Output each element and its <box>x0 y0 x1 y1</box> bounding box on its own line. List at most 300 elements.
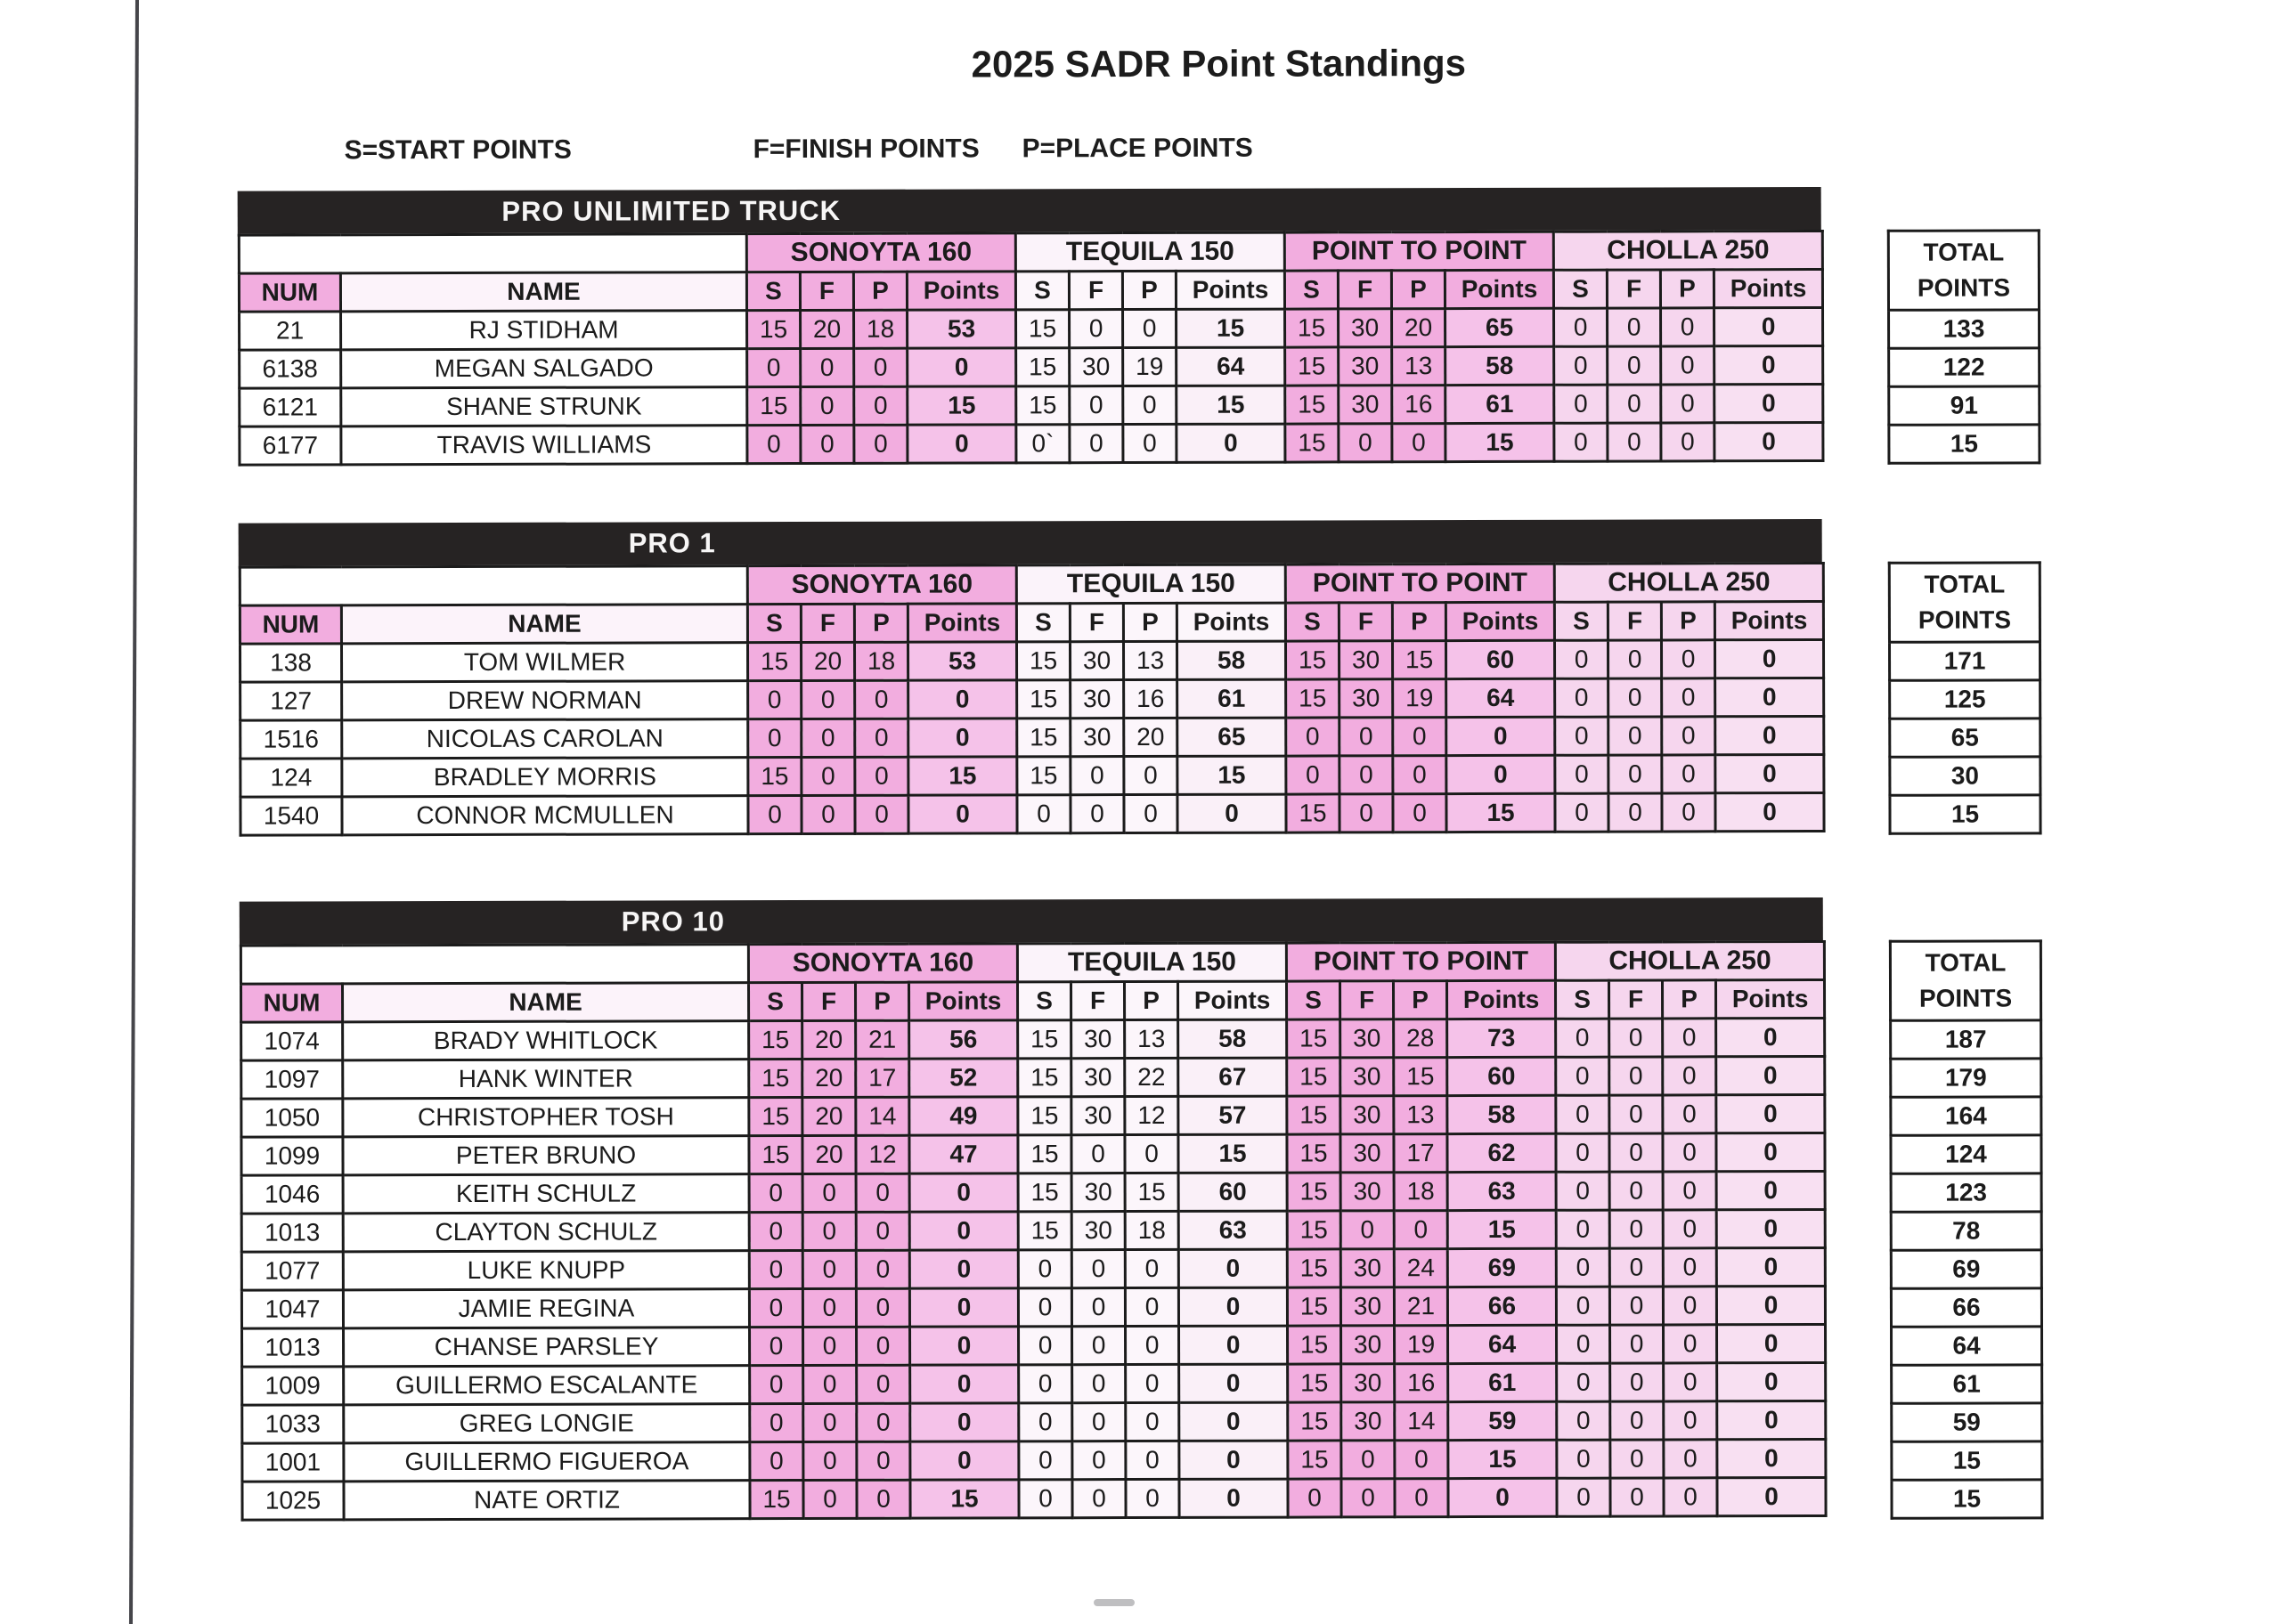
s-cell: 15 <box>1285 347 1339 386</box>
p-cell: 0 <box>1663 1248 1716 1287</box>
num-cell: 1009 <box>242 1367 344 1405</box>
num-cell: 1099 <box>241 1137 343 1175</box>
p-cell: 0 <box>854 386 908 425</box>
table-row <box>241 1209 1825 1252</box>
points-cell: 64 <box>1177 347 1285 386</box>
table-row <box>242 1439 1826 1482</box>
points-cell: 0 <box>1715 639 1824 678</box>
num-cell: 1074 <box>241 1022 343 1060</box>
num-cell: 6121 <box>240 388 341 426</box>
s-cell: 0 <box>750 1327 803 1365</box>
f-cell: 20 <box>802 1059 856 1097</box>
f-cell: 0 <box>802 1288 856 1327</box>
s-cell: 0 <box>1556 1057 1609 1095</box>
f-cell: 30 <box>1071 680 1124 719</box>
s-cell: 0 <box>1019 1365 1072 1403</box>
points-cell: 15 <box>1446 793 1555 832</box>
f-cell: 0 <box>1608 793 1662 832</box>
num-cell: 1077 <box>241 1252 343 1290</box>
points-cell: 0 <box>1716 1209 1825 1247</box>
points-cell: 0 <box>1714 384 1823 422</box>
s-cell: 15 <box>1285 424 1339 462</box>
p-cell: 0 <box>1393 756 1446 794</box>
p-cell: 0 <box>1663 1057 1716 1095</box>
total-row <box>1889 425 2040 463</box>
total-points-table <box>1888 561 2042 834</box>
points-cell: 15 <box>908 386 1016 425</box>
total-cell: 15 <box>1892 1441 2042 1480</box>
f-column-header: F <box>1069 272 1122 310</box>
s-cell: 0 <box>1019 1441 1072 1480</box>
class-header-band <box>239 519 1822 566</box>
p-cell: 0 <box>856 1173 909 1212</box>
total-points-header <box>1888 231 2039 310</box>
legend-place-points: P=PLACE POINTS <box>1022 133 1253 164</box>
f-cell: 0 <box>803 1403 857 1441</box>
table-row <box>240 345 1823 388</box>
f-cell: 30 <box>1340 1173 1394 1211</box>
name-column-header: NAME <box>341 605 747 644</box>
points-cell: 0 <box>1716 1056 1825 1094</box>
p-cell: 0 <box>854 348 908 386</box>
points-cell: 0 <box>1717 1477 1826 1515</box>
s-cell: 15 <box>1286 794 1340 832</box>
p-cell: 18 <box>1125 1211 1178 1249</box>
name-cell: CONNOR MCMULLEN <box>342 796 748 835</box>
p-column-header: P <box>1391 271 1445 309</box>
race-header-row <box>239 231 1822 273</box>
s-cell: 0 <box>1286 718 1340 756</box>
total-cell: 69 <box>1891 1250 2041 1288</box>
s-cell: 0 <box>747 425 801 463</box>
f-cell: 30 <box>1071 1020 1125 1059</box>
p-cell: 0 <box>1661 346 1714 385</box>
f-column-header: F <box>800 272 853 310</box>
f-cell: 0 <box>1608 717 1662 755</box>
race-header-cell: CHOLLA 250 <box>1554 563 1823 602</box>
num-cell: 1025 <box>242 1482 344 1520</box>
name-cell: GUILLERMO FIGUEROA <box>344 1442 750 1482</box>
p-cell: 0 <box>1662 793 1715 832</box>
table-row <box>240 716 1824 759</box>
s-column-header: S <box>747 604 801 642</box>
table-row <box>242 1401 1826 1443</box>
p-cell: 0 <box>1395 1479 1448 1517</box>
table-row <box>241 1171 1825 1214</box>
name-cell: CHRISTOPHER TOSH <box>343 1098 749 1137</box>
s-cell: 15 <box>1287 1134 1340 1173</box>
p-cell: 13 <box>1394 1096 1447 1134</box>
f-cell: 0 <box>1070 310 1123 348</box>
f-cell: 0 <box>1339 424 1392 462</box>
p-cell: 14 <box>1395 1402 1448 1441</box>
p-column-header: P <box>855 982 908 1020</box>
p-cell: 12 <box>856 1135 909 1173</box>
total-label-line2: POINTS <box>1918 605 2012 634</box>
s-cell: 15 <box>1287 1249 1340 1287</box>
p-cell: 0 <box>1394 1211 1447 1249</box>
s-cell: 0 <box>1019 1327 1072 1365</box>
total-row <box>1891 1173 2041 1212</box>
points-cell: 56 <box>909 1020 1018 1059</box>
total-points-box <box>1888 561 2042 834</box>
total-points-header <box>1890 941 2040 1020</box>
table-row <box>241 1056 1825 1099</box>
s-cell: 15 <box>1286 679 1340 718</box>
name-cell: CHANSE PARSLEY <box>344 1328 750 1367</box>
s-cell: 15 <box>1018 1135 1071 1173</box>
f-cell: 0 <box>1072 1403 1126 1441</box>
name-cell: KEITH SCHULZ <box>343 1174 749 1214</box>
points-cell: 0 <box>1716 1133 1825 1171</box>
points-cell: 0 <box>1177 794 1286 832</box>
points-cell: 15 <box>1445 423 1554 461</box>
s-cell: 15 <box>1016 310 1070 348</box>
points-cell: 0 <box>1446 755 1555 793</box>
f-cell: 0 <box>802 1173 856 1212</box>
s-cell: 0 <box>1556 1248 1609 1287</box>
f-cell: 0 <box>1070 386 1123 425</box>
points-cell: 61 <box>1448 1363 1557 1401</box>
f-cell: 0 <box>1071 757 1124 795</box>
points-cell: 0 <box>1716 1094 1825 1133</box>
s-cell: 15 <box>749 1135 802 1173</box>
f-cell: 0 <box>1340 718 1393 756</box>
points-cell: 61 <box>1177 679 1286 718</box>
s-cell: 0 <box>1554 423 1608 461</box>
points-cell: 15 <box>908 757 1017 795</box>
p-cell: 0 <box>1661 308 1714 346</box>
race-header-cell: SONOYTA 160 <box>748 944 1017 983</box>
points-cell: 0 <box>910 1441 1019 1480</box>
p-column-header: P <box>1392 603 1445 641</box>
points-cell: 0 <box>910 1365 1019 1403</box>
f-cell: 0 <box>1609 1133 1663 1172</box>
f-cell: 0 <box>1610 1440 1664 1478</box>
num-cell: 21 <box>240 312 341 350</box>
total-label-line1: TOTAL <box>1923 238 2005 266</box>
p-cell: 0 <box>1126 1441 1179 1479</box>
f-cell: 0 <box>1070 425 1123 463</box>
p-cell: 0 <box>1393 794 1446 832</box>
s-column-header: S <box>1018 982 1071 1020</box>
name-cell: BRADY WHITLOCK <box>343 1021 749 1060</box>
points-cell: 15 <box>1177 756 1286 794</box>
p-cell: 0 <box>1661 423 1714 461</box>
total-row <box>1892 1365 2042 1403</box>
s-column-header: S <box>1285 603 1339 641</box>
p-cell: 0 <box>1663 1172 1716 1210</box>
table-row <box>241 1286 1825 1328</box>
points-cell: 64 <box>1446 678 1555 717</box>
num-cell: 6177 <box>240 426 341 465</box>
num-column-header: NUM <box>240 605 341 644</box>
s-cell: 15 <box>1288 1402 1341 1441</box>
p-cell: 0 <box>1126 1364 1179 1402</box>
points-grid <box>238 230 1825 467</box>
p-cell: 19 <box>1123 347 1177 386</box>
total-cell: 123 <box>1891 1173 2041 1212</box>
s-cell: 0 <box>1288 1479 1341 1517</box>
s-cell: 15 <box>1288 1441 1341 1479</box>
p-cell: 0 <box>855 680 908 719</box>
s-cell: 0 <box>748 719 802 757</box>
table-row <box>240 307 1823 350</box>
s-cell: 0 <box>750 1441 803 1480</box>
s-cell: 0 <box>747 348 801 386</box>
s-cell: 15 <box>1017 642 1071 680</box>
f-cell: 30 <box>1341 1402 1395 1441</box>
points-cell: 58 <box>1447 1095 1556 1133</box>
p-cell: 21 <box>856 1020 909 1059</box>
table-row <box>242 1362 1826 1405</box>
points-cell: 53 <box>908 642 1016 680</box>
blank-header-cell <box>239 234 746 273</box>
num-cell: 1001 <box>242 1443 344 1482</box>
s-cell: 15 <box>1287 1058 1340 1096</box>
p-cell: 0 <box>1125 1287 1178 1326</box>
points-cell: 0 <box>1717 1324 1826 1362</box>
name-cell: HANK WINTER <box>343 1060 749 1099</box>
p-cell: 0 <box>855 719 908 757</box>
f-cell: 30 <box>1339 347 1392 386</box>
s-cell: 0 <box>1555 640 1608 678</box>
points-cell: 0 <box>1179 1402 1288 1441</box>
points-column-header: Points <box>1445 270 1553 308</box>
f-cell: 0 <box>802 757 855 795</box>
s-column-header: S <box>1556 980 1609 1019</box>
s-cell: 0 <box>1019 1403 1072 1441</box>
f-cell: 30 <box>1071 1173 1125 1212</box>
s-column-header: S <box>1016 604 1070 642</box>
points-cell: 0 <box>1715 678 1824 716</box>
p-cell: 0 <box>1663 1095 1716 1133</box>
s-cell: 0 <box>750 1365 803 1403</box>
p-cell: 24 <box>1394 1249 1447 1287</box>
f-cell: 30 <box>1340 679 1393 718</box>
s-cell: 0 <box>1554 346 1608 385</box>
f-column-header: F <box>1338 271 1391 309</box>
num-cell: 1050 <box>241 1099 343 1137</box>
race-header-cell: CHOLLA 250 <box>1555 941 1824 980</box>
s-cell: 0 <box>749 1250 802 1288</box>
f-cell: 0 <box>802 719 855 757</box>
s-cell: 15 <box>1288 1326 1341 1364</box>
table-row <box>240 792 1824 835</box>
p-column-header: P <box>1661 602 1714 640</box>
name-cell: SHANE STRUNK <box>341 387 747 426</box>
s-cell: 15 <box>1018 1212 1071 1250</box>
s-cell: 0 <box>1557 1325 1610 1363</box>
p-cell: 21 <box>1394 1287 1447 1326</box>
num-cell: 1540 <box>240 797 342 835</box>
s-cell: 0 <box>748 795 802 833</box>
points-cell: 0 <box>1715 754 1824 792</box>
page-title: 2025 SADR Point Standings <box>971 42 1467 85</box>
points-cell: 63 <box>1447 1172 1556 1210</box>
points-column-header: Points <box>907 272 1015 310</box>
total-row <box>1890 795 2040 833</box>
p-column-header: P <box>1663 980 1716 1019</box>
p-cell: 0 <box>1664 1325 1717 1363</box>
points-cell: 0 <box>1179 1479 1288 1517</box>
s-cell: 0 <box>1557 1401 1610 1440</box>
points-cell: 0 <box>1716 1018 1825 1056</box>
points-cell: 60 <box>1446 640 1555 678</box>
table-row <box>240 384 1823 426</box>
total-row <box>1892 1441 2042 1480</box>
f-cell: 0 <box>802 795 855 833</box>
name-cell: TOM WILMER <box>341 643 747 682</box>
class-header-band <box>240 897 1823 945</box>
s-column-header: S <box>1287 981 1340 1019</box>
p-cell: 0 <box>857 1441 910 1480</box>
p-cell: 19 <box>1395 1326 1448 1364</box>
f-column-header: F <box>1339 603 1392 641</box>
p-cell: 0 <box>1125 1249 1178 1287</box>
p-cell: 14 <box>856 1097 909 1135</box>
total-row <box>1892 1327 2042 1365</box>
s-column-header: S <box>1553 270 1607 308</box>
points-column-header: Points <box>1176 271 1284 309</box>
p-cell: 0 <box>1662 755 1715 793</box>
f-cell: 20 <box>802 1097 856 1135</box>
p-cell: 0 <box>1392 424 1445 462</box>
f-cell: 30 <box>1341 1364 1395 1402</box>
total-points-box <box>1889 939 2044 1519</box>
f-cell: 0 <box>803 1365 857 1403</box>
total-row <box>1891 1250 2041 1288</box>
s-cell: 15 <box>1286 641 1340 679</box>
p-cell: 0 <box>1664 1401 1717 1440</box>
points-grid <box>240 940 1828 1522</box>
f-cell: 30 <box>1071 719 1124 757</box>
f-cell: 30 <box>1071 1059 1125 1097</box>
num-cell: 1013 <box>242 1328 344 1367</box>
table-row <box>240 754 1824 797</box>
num-cell: 1046 <box>241 1175 343 1214</box>
s-cell: 15 <box>1287 1096 1340 1134</box>
p-cell: 0 <box>1123 386 1177 424</box>
f-cell: 0 <box>1072 1441 1126 1480</box>
points-cell: 64 <box>1448 1325 1557 1363</box>
points-cell: 69 <box>1447 1248 1556 1287</box>
points-cell: 52 <box>909 1059 1018 1097</box>
f-cell: 30 <box>1341 1326 1395 1364</box>
f-cell: 0 <box>1610 1478 1664 1516</box>
p-cell: 0 <box>1124 756 1177 794</box>
points-cell: 61 <box>1445 385 1554 423</box>
points-cell: 0 <box>909 1250 1018 1288</box>
total-row <box>1889 348 2040 386</box>
total-label-line1: TOTAL <box>1925 948 2007 977</box>
points-cell: 0 <box>908 680 1017 719</box>
points-cell: 0 <box>1714 345 1823 384</box>
f-cell: 0 <box>1072 1365 1126 1403</box>
f-cell: 0 <box>801 386 854 425</box>
points-cell: 15 <box>1447 1210 1556 1248</box>
total-header-row <box>1888 231 2039 310</box>
s-cell: 0 <box>750 1403 803 1441</box>
points-cell: 15 <box>910 1480 1019 1518</box>
f-cell: 0 <box>1071 1250 1125 1288</box>
points-cell: 0 <box>1179 1326 1288 1364</box>
p-cell: 0 <box>856 1212 909 1250</box>
f-cell: 30 <box>1071 1097 1125 1135</box>
s-cell: 15 <box>1018 1020 1071 1059</box>
points-cell: 15 <box>1177 309 1285 347</box>
p-cell: 20 <box>1392 309 1445 347</box>
s-cell: 0 <box>1019 1480 1072 1518</box>
p-column-header: P <box>1394 981 1447 1019</box>
f-cell: 0 <box>1610 1401 1664 1440</box>
points-cell: 58 <box>1445 346 1554 385</box>
table-row <box>240 422 1823 465</box>
s-cell: 15 <box>1017 757 1071 795</box>
p-cell: 16 <box>1395 1364 1448 1402</box>
points-cell: 0 <box>909 1288 1018 1327</box>
s-cell: 15 <box>1288 1364 1341 1402</box>
p-cell: 0 <box>856 1288 909 1327</box>
table-row <box>242 1477 1826 1520</box>
p-cell: 0 <box>1126 1326 1179 1364</box>
points-column-header: Points <box>1447 980 1556 1019</box>
p-cell: 0 <box>1664 1478 1717 1516</box>
s-cell: 0 <box>1018 1250 1071 1288</box>
total-cell: 78 <box>1891 1212 2041 1250</box>
points-column-header: Points <box>1714 601 1823 639</box>
total-cell: 15 <box>1889 425 2040 463</box>
s-cell: 0 <box>1557 1363 1610 1401</box>
points-cell: 0 <box>1714 422 1823 460</box>
points-column-header: Points <box>1445 602 1554 640</box>
p-cell: 0 <box>857 1480 910 1518</box>
s-cell: 15 <box>1287 1019 1340 1058</box>
total-points-table <box>1889 939 2044 1519</box>
points-cell: 15 <box>1177 386 1285 424</box>
s-cell: 15 <box>1018 1059 1071 1097</box>
total-cell: 64 <box>1892 1327 2042 1365</box>
total-label-line2: POINTS <box>1918 984 2013 1012</box>
f-cell: 0 <box>1608 755 1662 793</box>
table-row <box>240 678 1824 720</box>
p-cell: 0 <box>1661 385 1714 423</box>
s-cell: 0` <box>1016 425 1070 463</box>
p-cell: 0 <box>1664 1440 1717 1478</box>
num-cell: 1013 <box>241 1214 343 1252</box>
num-cell: 1097 <box>241 1060 343 1099</box>
total-row <box>1891 1059 2041 1097</box>
total-row <box>1892 1403 2042 1441</box>
points-cell: 0 <box>1179 1364 1288 1402</box>
f-cell: 0 <box>1071 795 1124 833</box>
points-cell: 66 <box>1447 1287 1556 1325</box>
s-cell: 0 <box>749 1173 802 1212</box>
total-cell: 91 <box>1889 386 2040 425</box>
f-cell: 0 <box>1609 1057 1663 1095</box>
total-cell: 59 <box>1892 1403 2042 1441</box>
s-cell: 15 <box>747 642 801 680</box>
f-cell: 0 <box>1610 1363 1664 1401</box>
points-cell: 0 <box>1448 1478 1557 1516</box>
p-cell: 0 <box>1663 1287 1716 1325</box>
f-cell: 0 <box>1608 346 1661 385</box>
column-header-row <box>239 269 1822 312</box>
points-column-header: Points <box>1714 269 1822 307</box>
standings-table-3 <box>240 897 2013 1522</box>
points-cell: 0 <box>908 425 1016 463</box>
name-cell: NATE ORTIZ <box>344 1481 750 1520</box>
